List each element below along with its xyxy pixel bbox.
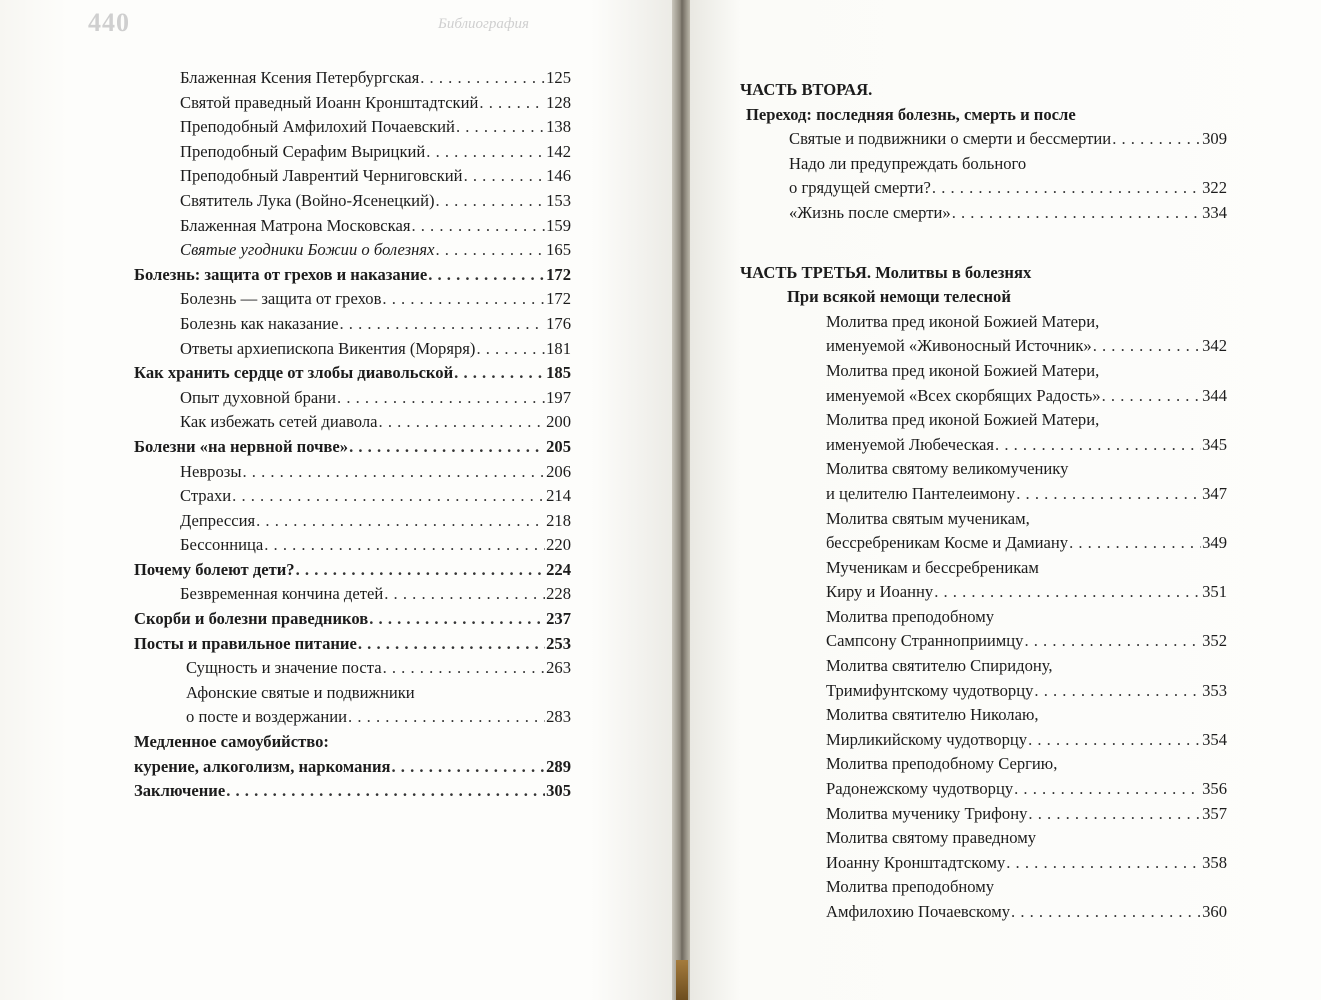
toc-entry [180,164,571,189]
toc-entry-title: Ответы архиепископа Викентия (Моряря) [180,338,476,358]
toc-entry-row [180,140,571,165]
toc-entry-title: Как избежать сетей диавола [180,412,378,432]
toc-entry-row [180,484,571,509]
toc-entry-row [180,312,571,337]
toc-entry [180,582,571,607]
dot-leader [456,115,545,140]
toc-entry [180,238,571,263]
toc-entry [180,410,571,435]
toc-entry-row [826,802,1227,827]
toc-entry [180,484,571,509]
toc-entry-title-line1: Молитва святителю Николаю, [826,705,1039,725]
toc-entry-title: Болезнь как наказание [180,313,339,333]
toc-entry-row [180,386,571,411]
dot-leader [337,386,545,411]
toc-entry-page: 334 [1202,202,1227,222]
dot-leader [934,580,1201,605]
toc-entry-title: Скорби и болезни праведников [134,609,369,629]
toc-entry-title: Радонежскому чудотворцу [826,779,1014,799]
toc-entry-row [134,558,571,583]
toc-entry-page: 206 [546,461,571,481]
toc-entry [180,287,571,312]
toc-entry [826,826,1227,875]
toc-entry-row [134,755,571,780]
toc-entry-page: 360 [1202,902,1227,921]
dot-leader [392,755,546,780]
toc-entry-page: 289 [546,756,571,776]
toc-entry-page: 347 [1202,483,1227,503]
toc-entry-row [826,531,1227,556]
toc-entry-row [134,779,571,804]
toc-entry-title: Преподобный Амфилохий Почаевский [180,117,455,137]
dot-leader [995,433,1201,458]
toc-entry [180,386,571,411]
toc-entry-title: Блаженная Ксения Петербургская [180,68,420,87]
toc-entry-page: 358 [1202,852,1227,872]
toc-entry-title-line1: Молитва пред иконой Божией Матери, [826,360,1100,380]
toc-entry-title: Святитель Лука (Войно-Ясенецкий) [180,190,435,210]
toc-entry-page: 349 [1202,533,1227,553]
toc-entry [789,127,1227,152]
toc-entry [180,214,571,239]
dot-leader [1014,777,1201,802]
toc-entry-title: именуемой «Живоносный Источник» [826,336,1092,356]
dot-leader [382,287,545,312]
toc-entry [134,263,571,288]
toc-entry-row [826,482,1227,507]
dot-leader [952,201,1201,226]
toc-entry-row [180,115,571,140]
part-two-entries [690,127,1321,225]
dot-leader [435,189,545,214]
toc-entry-row [134,263,571,288]
dot-leader [339,312,545,337]
toc-entry-row [789,176,1227,201]
toc-entry-title: Болезни «на нервной почве» [134,436,349,456]
dot-leader [1069,531,1201,556]
toc-entry-row [826,334,1227,359]
dot-leader [348,705,545,730]
toc-entry-page: 176 [546,313,571,333]
dot-leader [369,607,545,632]
toc-entry [134,607,571,632]
toc-entry-row [826,384,1227,409]
toc-entry-row [180,189,571,214]
toc-entry [789,152,1227,201]
toc-entry-page: 351 [1202,582,1227,602]
toc-entry-row [180,164,571,189]
toc-entry [134,632,571,657]
dot-leader [420,66,545,91]
toc-entry [180,140,571,165]
toc-entry-title-line1: Медленное самоубийство: [134,732,329,752]
toc-entry-page: 263 [546,658,571,678]
dot-leader [411,214,545,239]
toc-entry [180,66,571,91]
part-three-subheading: При всякой немощи телесной [787,287,1011,307]
toc-entry [180,189,571,214]
dot-leader [1028,728,1201,753]
toc-entry-page: 283 [546,707,571,727]
toc-entry-page: 153 [546,190,571,210]
toc-entry-title-line1: Молитва святым мученикам, [826,508,1030,528]
spine-ribbon [676,960,688,1000]
toc-entry [826,752,1227,801]
toc-entry-title-line1: Молитва святому великомученику [826,459,1069,479]
toc-entry-page: 172 [546,264,571,284]
toc-entry-page: 218 [546,510,571,530]
toc-entry [826,310,1227,359]
toc-entry-row [134,435,571,460]
toc-entry [186,681,571,730]
left-toc [0,66,672,804]
toc-entry-title-line1: Афонские святые и подвижники [186,682,415,702]
dot-leader [256,509,545,534]
toc-entry-page: 357 [1202,803,1227,823]
toc-entry-page: 142 [546,141,571,161]
toc-entry-row [180,91,571,116]
toc-entry-title: курение, алкоголизм, наркомания [134,756,391,776]
part-two-heading: ЧАСТЬ ВТОРАЯ. [740,80,873,99]
toc-entry-page: 352 [1202,631,1227,651]
toc-entry-title: Посты и правильное питание [134,633,357,653]
toc-entry-page: 305 [546,781,571,801]
toc-entry-row [789,127,1227,152]
toc-entry [826,605,1227,654]
toc-entry-page: 200 [546,412,571,432]
toc-entry-page: 159 [546,215,571,235]
toc-entry-page: 253 [546,633,571,653]
toc-entry [826,703,1227,752]
toc-entry [186,656,571,681]
toc-entry-title: Сампсону Странноприимцу [826,631,1024,651]
toc-entry [826,802,1227,827]
toc-entry [180,312,571,337]
dot-leader [383,656,546,681]
dot-leader [384,582,545,607]
toc-entry-page: 309 [1202,129,1227,149]
dot-leader [379,410,546,435]
toc-entry-page: 353 [1202,680,1227,700]
toc-entry-page: 345 [1202,434,1227,454]
dot-leader [242,460,545,485]
toc-entry [180,115,571,140]
dot-leader [435,238,545,263]
right-toc [690,78,1321,925]
toc-entry-title: Безвременная кончина детей [180,584,384,604]
toc-entry-title: Сущность и значение поста [186,658,382,678]
toc-entry [180,509,571,534]
toc-entry-row [180,509,571,534]
toc-entry [826,556,1227,605]
toc-entry-title-line1: Мученикам и бессребреникам [826,557,1039,577]
dot-leader [428,263,545,288]
toc-entry [789,201,1227,226]
toc-entry-page: 322 [1202,178,1227,198]
dot-leader [1006,851,1201,876]
toc-entry-title: Святые угодники Божии о болезнях [180,240,435,260]
part-three-heading: ЧАСТЬ ТРЕТЬЯ. Молитвы в болезнях [740,262,1032,282]
toc-entry [134,435,571,460]
page-number: 440 [88,8,130,37]
toc-entry-title: Блаженная Матрона Московская [180,215,411,235]
toc-entry-row [826,679,1227,704]
toc-entry-title: Опыт духовной брани [180,387,337,407]
toc-entry-title: «Жизнь после смерти» [789,202,951,222]
toc-entry-title: Святой праведный Иоанн Кронштадтский [180,92,479,112]
toc-entry-row [826,433,1227,458]
toc-entry-title: Болезнь: защита от грехов и наказание [134,264,428,284]
toc-entry-page: 197 [546,387,571,407]
toc-entry-title: именуемой Любеческая [826,434,995,454]
toc-entry [826,359,1227,408]
toc-entry-page: 146 [546,166,571,186]
dot-leader [226,779,545,804]
toc-entry-title-line1: Молитва святителю Спиридону, [826,656,1053,676]
toc-entry-title: Киру и Иоанну [826,582,934,602]
toc-entry-row [789,201,1227,226]
toc-entry-page: 185 [546,363,571,383]
dot-leader [349,435,545,460]
toc-entry [134,730,571,779]
toc-entry-page: 214 [546,486,571,506]
toc-entry-row [186,656,571,681]
toc-entry-title: Преподобный Серафим Вырицкий [180,141,426,161]
toc-entry-title: о грядущей смерти? [789,178,931,198]
dot-leader [426,140,545,165]
toc-entry-row [826,777,1227,802]
toc-entry-row [180,460,571,485]
toc-entry-title: бессребреникам Косме и Дамиану [826,533,1069,553]
toc-entry-row [134,361,571,386]
part-three-entries [690,310,1321,925]
toc-entry-title: Заключение [134,781,226,801]
dot-leader [1024,629,1201,654]
toc-entry-row [826,851,1227,876]
toc-entry-row [180,238,571,263]
toc-entry-row [180,582,571,607]
dot-leader [264,533,545,558]
toc-entry-page: 224 [546,559,571,579]
toc-entry [826,457,1227,506]
toc-entry-title-line1: Молитва святому праведному [826,828,1037,848]
dot-leader [932,176,1201,201]
toc-entry-title: о посте и воздержании [186,707,348,727]
right-page [690,0,1321,1000]
toc-entry-row [134,632,571,657]
toc-entry-row [826,728,1227,753]
toc-entry-page: 138 [546,117,571,137]
toc-entry [826,408,1227,457]
toc-entry-title: Болезнь — защита от грехов [180,289,382,309]
toc-entry-title-line1: Молитва преподобному Сергию, [826,754,1058,774]
dot-leader [1028,802,1201,827]
toc-entry-row [826,580,1227,605]
dot-leader [1016,482,1201,507]
toc-entry-row [180,533,571,558]
toc-entry [134,779,571,804]
toc-entry [180,337,571,362]
toc-entry [180,460,571,485]
toc-entry-title: и целителю Пантелеимону [826,483,1016,503]
toc-entry-title: Неврозы [180,461,242,481]
toc-entry-title: Страхи [180,486,232,506]
toc-entry-title-line1: Молитва преподобному [826,606,995,626]
toc-entry-title: Почему болеют дети? [134,559,295,579]
dot-leader [1034,679,1201,704]
toc-entry-title-line1: Молитва пред иконой Божией Матери, [826,311,1100,331]
book-gutter [672,0,690,1000]
toc-entry-page: 220 [546,535,571,555]
toc-entry-page: 356 [1202,779,1227,799]
dot-leader [1102,384,1202,409]
toc-entry-title: Тримифунтскому чудотворцу [826,680,1034,700]
toc-entry-page: 205 [546,436,571,456]
dot-leader [464,164,546,189]
toc-entry [134,558,571,583]
dot-leader [232,484,545,509]
toc-entry-title: Мирликийскому чудотворцу [826,729,1028,749]
toc-entry [826,507,1227,556]
toc-entry-row [180,287,571,312]
toc-entry-page: 354 [1202,729,1227,749]
running-title: Библиография [438,16,530,32]
dot-leader [479,91,545,116]
toc-entry-title: Депрессия [180,510,256,530]
toc-entry-page: 342 [1202,336,1227,356]
toc-entry-title-line1: Молитва пред иконой Божией Матери, [826,410,1100,430]
toc-entry-row [180,410,571,435]
toc-entry-title: Бессонница [180,535,264,555]
toc-entry-row [826,900,1227,925]
dot-leader [454,361,545,386]
toc-entry-page: 172 [546,289,571,309]
toc-entry-title: Молитва мученику Трифону [826,803,1028,823]
toc-entry-row [134,607,571,632]
toc-entry-page: 181 [546,338,571,358]
dot-leader [1112,127,1201,152]
toc-entry-title: Преподобный Лаврентий Черниговский [180,166,463,186]
toc-entry-row [180,66,571,91]
toc-entry-page: 128 [546,92,571,112]
dot-leader [358,632,545,657]
dot-leader [296,558,546,583]
toc-entry [826,875,1227,924]
dot-leader [476,337,545,362]
toc-entry [180,533,571,558]
dot-leader [1093,334,1201,359]
toc-entry [826,654,1227,703]
toc-entry-page: 125 [546,68,571,87]
toc-entry-row [826,629,1227,654]
toc-entry-title: Как хранить сердце от злобы диавольской [134,363,454,383]
toc-entry-row [186,705,571,730]
toc-entry-title: именуемой «Всех скорбящих Радость» [826,385,1101,405]
toc-entry-title-line1: Надо ли предупреждать больного [789,153,1027,173]
toc-entry-page: 237 [546,609,571,629]
toc-entry-title-line1: Молитва преподобному [826,877,995,897]
toc-entry-row [180,214,571,239]
dot-leader [1011,900,1201,925]
toc-entry-title: Амфилохию Почаевскому [826,902,1011,921]
toc-entry-row [180,337,571,362]
toc-entry-page: 228 [546,584,571,604]
toc-entry-page: 165 [546,240,571,260]
toc-entry [134,361,571,386]
toc-entry [180,91,571,116]
toc-entry-page: 344 [1202,385,1227,405]
toc-entry-title: Иоанну Кронштадтскому [826,852,1006,872]
part-two-subheading: Переход: последняя болезнь, смерть и после [746,104,1076,124]
toc-entry-title: Святые и подвижники о смерти и бессмертии [789,129,1112,149]
